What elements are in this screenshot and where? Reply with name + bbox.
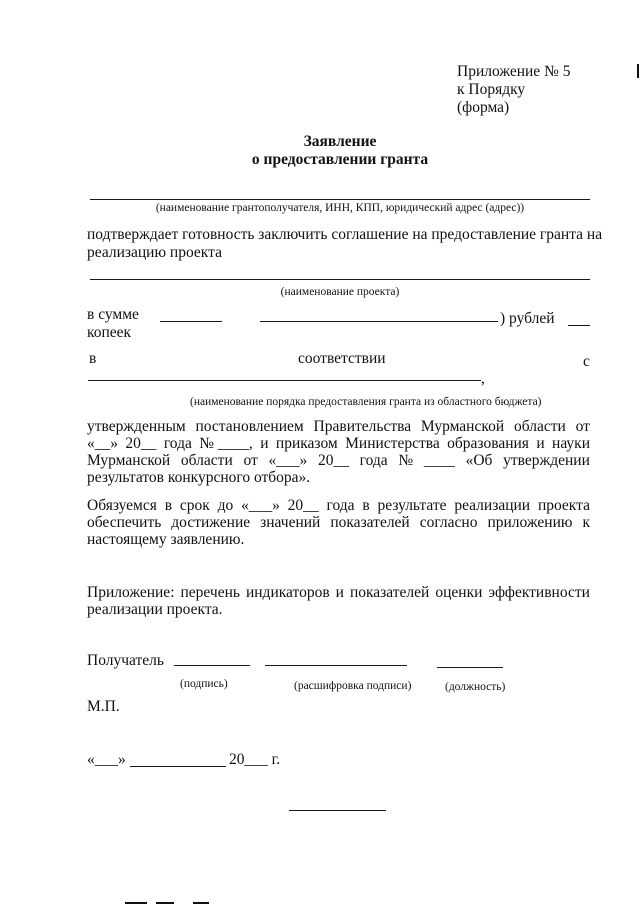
document-title: Заявление — [303, 133, 377, 150]
word: приказом — [275, 435, 338, 452]
obligation-paragraph — [87, 497, 590, 548]
word: Мурманской — [420, 418, 505, 435]
word: области — [513, 418, 566, 435]
attachment-paragraph — [87, 584, 590, 618]
appendix-line-1: Приложение № 5 — [457, 63, 571, 80]
sum-kop-label: копеек — [87, 324, 132, 341]
word: 20__ — [287, 497, 319, 514]
word: 20__ — [317, 452, 349, 469]
word: 20__ — [125, 435, 157, 452]
word: «___» — [241, 497, 280, 514]
stamp-label: М.П. — [87, 698, 120, 715]
word: области — [180, 452, 233, 469]
word: согласно — [419, 514, 478, 531]
project-caption: (наименование проекта) — [280, 286, 400, 298]
sum-label: в сумме — [87, 306, 139, 323]
word: до — [217, 497, 234, 514]
procedure-fill-line[interactable] — [88, 380, 481, 381]
confirm-text-line-2: реализацию проекта — [87, 244, 222, 261]
approved-line-4: результатов конкурсного отбора». — [87, 469, 311, 486]
procedure-caption: (наименование порядка предоставления гранта из областного бюджета) — [190, 396, 542, 408]
word: значений — [260, 514, 321, 531]
word: Правительства — [313, 418, 412, 435]
word: к — [582, 514, 590, 531]
signature-fill-line[interactable] — [174, 665, 250, 666]
sum-words-fill-line[interactable] — [260, 321, 498, 322]
accordance-word: соответствии — [298, 350, 386, 367]
scan-artifact-3 — [193, 902, 209, 904]
date-open: «___» — [87, 751, 126, 768]
document-subtitle: о предоставлении гранта — [251, 151, 429, 168]
word: показателей — [330, 514, 410, 531]
scan-artifact-2 — [156, 902, 174, 904]
kopecks-fill-line[interactable] — [568, 325, 590, 326]
word: перечень — [180, 584, 240, 601]
word: проекта — [537, 497, 590, 514]
approved-line-1 — [87, 418, 590, 435]
word: и — [536, 435, 545, 452]
obligation-line-2 — [87, 514, 590, 531]
word: постановлением — [195, 418, 304, 435]
accordance-in: в — [89, 350, 97, 367]
position-caption: (должность) — [445, 681, 506, 693]
bottom-separator-line — [289, 810, 386, 811]
date-year: 20___ г. — [229, 751, 281, 768]
word: срок — [179, 497, 210, 514]
word: в — [164, 497, 173, 514]
word: Обязуемся — [87, 497, 157, 514]
recipient-label: Получатель — [87, 652, 164, 669]
word: от — [575, 418, 590, 435]
word: эффективности — [488, 584, 590, 601]
word: обеспечить — [87, 514, 162, 531]
word: «___» — [268, 452, 308, 469]
obligation-line-3: настоящему заявлению. — [87, 531, 245, 548]
word: Приложение: — [87, 584, 175, 601]
word: Министерства — [345, 435, 440, 452]
obligation-line-1 — [87, 497, 590, 514]
word: в — [362, 497, 370, 514]
accordance-with: с — [583, 353, 590, 370]
word: приложению — [487, 514, 573, 531]
scan-edge-mark — [637, 64, 639, 78]
word: реализации — [454, 497, 531, 514]
word: оценки — [435, 584, 483, 601]
scan-artifact-1 — [125, 902, 147, 904]
appendix-line-3: (форма) — [457, 99, 510, 116]
approved-line-3 — [87, 452, 590, 469]
word: № — [398, 452, 414, 469]
attachment-line-2: реализации проекта. — [87, 601, 223, 618]
appendix-line-2: к Порядку — [457, 81, 526, 98]
decode-caption: (расшифровка подписи) — [294, 680, 412, 692]
word: и — [260, 435, 269, 452]
word: достижение — [171, 514, 251, 531]
word: № ____, — [199, 435, 253, 452]
attachment-line-1 — [87, 584, 590, 601]
applicant-fill-line[interactable] — [90, 199, 590, 200]
sum-digits-fill-line[interactable] — [160, 321, 222, 322]
word: Мурманской — [87, 452, 171, 469]
word: показателей — [349, 584, 430, 601]
word: утвержденным — [87, 418, 186, 435]
approved-line-2 — [87, 435, 590, 452]
word: и — [335, 584, 344, 601]
word: «Об — [465, 452, 493, 469]
word: результате — [377, 497, 447, 514]
sum-rub-label: ) рублей — [500, 310, 555, 327]
approved-paragraph — [87, 418, 590, 486]
word: науки — [552, 435, 590, 452]
decode-fill-line[interactable] — [265, 665, 407, 666]
project-fill-line[interactable] — [90, 279, 590, 280]
applicant-caption: (наименование грантополучателя, ИНН, КПП, юридический адрес (адрес)) — [155, 202, 525, 214]
word: года — [359, 452, 388, 469]
word: года — [326, 497, 355, 514]
word: образования — [447, 435, 529, 452]
word: «__» — [87, 435, 118, 452]
word: ____ — [423, 452, 455, 469]
signature-caption: (подпись) — [180, 678, 228, 690]
word: года — [163, 435, 192, 452]
date-month-fill-line[interactable] — [130, 766, 226, 767]
word: от — [243, 452, 258, 469]
procedure-comma: , — [481, 370, 485, 387]
word: индикаторов — [245, 584, 330, 601]
confirm-text-line-1: подтверждает готовность заключить соглашение на предоставление гранта на — [87, 226, 603, 243]
word: утверждении — [503, 452, 590, 469]
position-fill-line[interactable] — [437, 667, 503, 668]
